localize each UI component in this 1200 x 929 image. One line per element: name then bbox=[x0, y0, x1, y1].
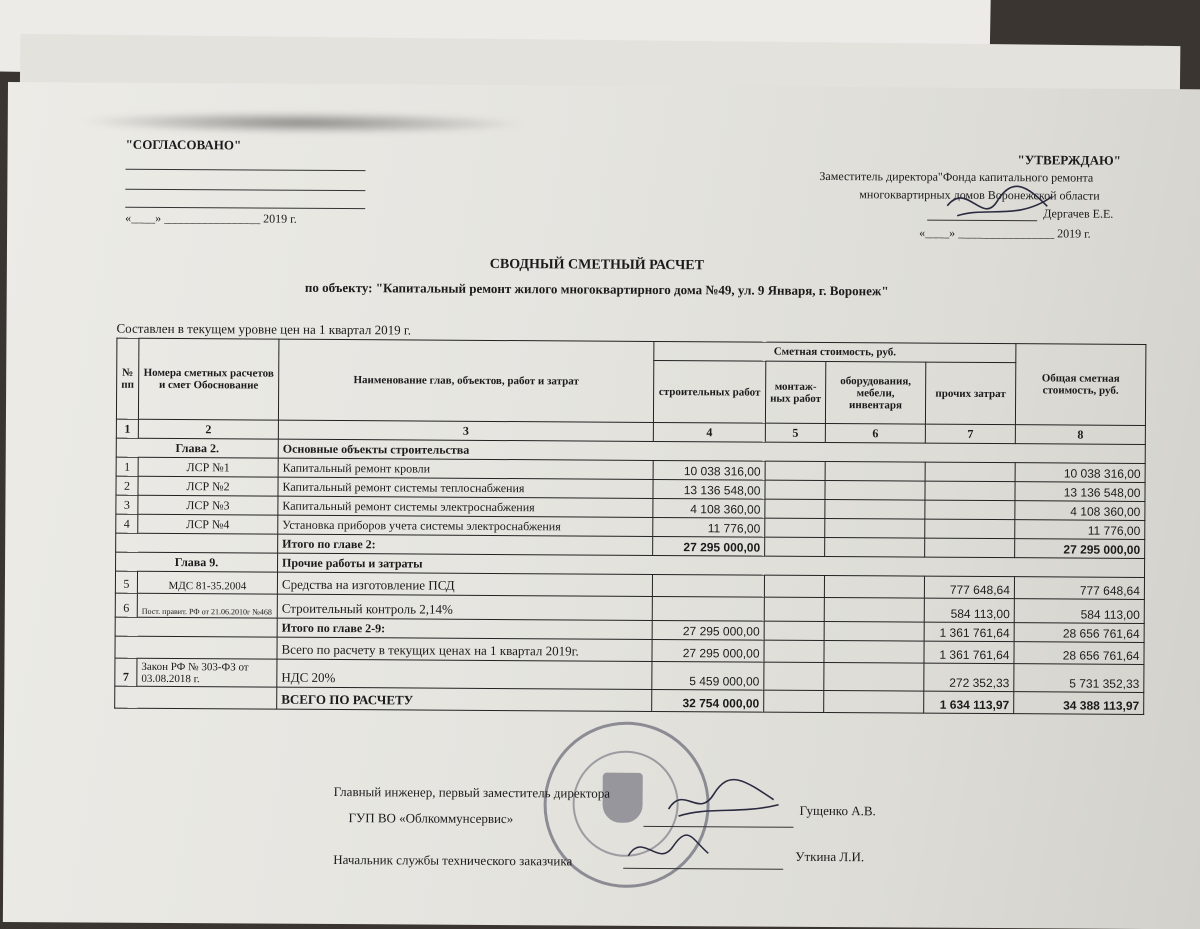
row-ref: ЛСР №4 bbox=[138, 514, 278, 534]
row-total: 5 731 352,33 bbox=[1014, 664, 1144, 693]
row-ref: ЛСР №1 bbox=[138, 457, 278, 477]
row-no: 6 bbox=[115, 593, 137, 617]
signer1-name: Гущенко А.В. bbox=[799, 802, 876, 819]
subtotal-total: 28 656 761,64 bbox=[1014, 642, 1144, 665]
row-ref: Закон РФ № 303-ФЗ от 03.08.2018 г. bbox=[137, 658, 277, 687]
chapter-ref: Глава 9. bbox=[116, 552, 278, 572]
chapter-ref: Глава 2. bbox=[116, 438, 278, 458]
row-name: Средства на изготовление ПСД bbox=[277, 572, 652, 596]
subtotal-other: 1 361 761,64 bbox=[924, 641, 1014, 664]
row-total: 777 648,64 bbox=[1014, 577, 1144, 600]
row-other: 272 352,33 bbox=[924, 663, 1014, 692]
subtotal-label: Итого по главе 2: bbox=[278, 534, 653, 555]
document-page bbox=[3, 82, 1200, 929]
header-equipment: оборудования, мебели, инвентаря bbox=[825, 362, 925, 425]
row-name: Установка приборов учета системы электроснабжения bbox=[278, 515, 653, 536]
subtotal-label: Итого по главе 2-9: bbox=[277, 618, 652, 639]
col-number: 8 bbox=[1015, 425, 1145, 445]
approval-right-date: «____» ________________ 2019 г. bbox=[919, 225, 1091, 241]
col-number: 6 bbox=[825, 423, 925, 443]
header-no: № пп bbox=[116, 338, 138, 419]
header-installation: монтаж-ных работ bbox=[765, 361, 825, 423]
approval-left-date: «____» ________________ 2019 г. bbox=[125, 210, 297, 226]
row-name: Капитальный ремонт кровли bbox=[278, 458, 653, 479]
row-ref: Пост. правит. РФ от 21.06.2010г №468 bbox=[137, 593, 277, 618]
approval-left-label: "СОГЛАСОВАНО" bbox=[125, 136, 242, 153]
row-construction: 13 136 548,00 bbox=[653, 479, 765, 499]
header-refs: Номера сметных расчетов и смет Обоснование bbox=[138, 338, 278, 420]
signer1-position: Главный инженер, первый заместитель директора bbox=[333, 784, 611, 801]
row-total: 4 108 360,00 bbox=[1015, 501, 1145, 521]
subtotal-construction: 27 295 000,00 bbox=[653, 536, 765, 556]
row-no: 2 bbox=[116, 476, 138, 495]
header-construction: строительных работ bbox=[653, 360, 765, 423]
signer2-position: Начальник службы технического заказчика bbox=[333, 852, 573, 869]
row-no: 1 bbox=[116, 457, 138, 476]
col-number: 7 bbox=[925, 424, 1015, 444]
subtotal-total: 27 295 000,00 bbox=[1015, 539, 1145, 559]
col-number: 3 bbox=[278, 420, 653, 441]
row-name: Строительный контроль 2,14% bbox=[277, 594, 652, 620]
row-other: 777 648,64 bbox=[924, 576, 1014, 599]
row-total: 13 136 548,00 bbox=[1015, 482, 1145, 502]
row-total: 584 113,00 bbox=[1014, 599, 1144, 624]
row-total: 10 038 316,00 bbox=[1015, 463, 1145, 483]
signature-line bbox=[125, 207, 365, 209]
subtotal-other: 1 361 761,64 bbox=[924, 622, 1014, 642]
row-no: 4 bbox=[116, 514, 138, 533]
grand-total-total: 34 388 113,97 bbox=[1014, 692, 1144, 715]
row-ref: МДС 81-35.2004 bbox=[137, 571, 277, 594]
approval-right-name: Дергачев Е.Е. bbox=[1043, 206, 1114, 221]
row-no: 7 bbox=[115, 658, 137, 686]
col-number: 5 bbox=[765, 423, 825, 442]
grand-total-label: ВСЕГО ПО РАСЧЕТУ bbox=[277, 687, 652, 711]
row-no: 5 bbox=[115, 571, 137, 593]
chapter-name: Прочие работы и затраты bbox=[278, 553, 1145, 577]
signature-line bbox=[125, 169, 365, 171]
subtotal-construction: 27 295 000,00 bbox=[652, 639, 764, 662]
document-title: СВОДНЫЙ СМЕТНЫЙ РАСЧЕТ bbox=[489, 256, 705, 274]
subtotal-label: Всего по расчету в текущих ценах на 1 квартал 2019г. bbox=[277, 637, 652, 661]
row-total: 11 776,00 bbox=[1015, 520, 1145, 540]
subtotal-construction: 27 295 000,00 bbox=[652, 620, 764, 640]
approval-right-label: "УТВЕРЖДАЮ" bbox=[1017, 152, 1121, 168]
approval-right-position-1: Заместитель директора"Фонда капитального ремонта bbox=[819, 168, 1094, 185]
header-other: прочих затрат bbox=[925, 362, 1015, 425]
signature-mark bbox=[623, 831, 713, 872]
header-name: Наименование глав, объектов, работ и затрат bbox=[278, 339, 653, 422]
redacted-smudge bbox=[78, 110, 528, 135]
approval-right-position-2: многоквартирных домов Воронежской области bbox=[859, 187, 1100, 203]
row-construction: 5 459 000,00 bbox=[652, 661, 764, 690]
table-header-row bbox=[117, 338, 1146, 363]
row-other: 584 113,00 bbox=[924, 598, 1014, 623]
estimate-table bbox=[114, 338, 1146, 715]
row-construction: 4 108 360,00 bbox=[653, 498, 765, 518]
row-ref: ЛСР №3 bbox=[138, 495, 278, 515]
row-no: 3 bbox=[116, 495, 138, 514]
signer2-name: Уткина Л.И. bbox=[795, 848, 865, 865]
header-total: Общая сметная стоимость, руб. bbox=[1015, 344, 1145, 426]
price-level-note: Составлен в текущем уровне цен на 1 квартал 2019 г. bbox=[116, 320, 412, 338]
signature-line bbox=[125, 189, 365, 191]
row-name: НДС 20% bbox=[277, 659, 652, 689]
row-construction: 10 038 316,00 bbox=[653, 460, 765, 480]
signature-mark bbox=[663, 774, 783, 825]
row-ref: ЛСР №2 bbox=[138, 476, 278, 496]
subtotal-total: 28 656 761,64 bbox=[1014, 623, 1144, 643]
row-name: Капитальный ремонт системы теплоснабжения bbox=[278, 477, 653, 498]
col-number: 1 bbox=[116, 419, 138, 438]
grand-total-other: 1 634 113,97 bbox=[924, 691, 1014, 714]
grand-total-construction: 32 754 000,00 bbox=[652, 689, 764, 712]
row-name: Капитальный ремонт системы электроснабжения bbox=[278, 496, 653, 517]
object-line: по объекту: "Капитальный ремонт жилого многоквартирного дома №49, ул. 9 Января, г. Воронеж" bbox=[304, 279, 889, 299]
col-number: 4 bbox=[653, 422, 765, 442]
col-number: 2 bbox=[138, 419, 278, 439]
signature-mark bbox=[937, 176, 1057, 227]
chapter-name: Основные объекты строительства bbox=[278, 439, 1145, 463]
header-cost-group: Сметная стоимость, руб. bbox=[654, 341, 1016, 362]
row-construction: 11 776,00 bbox=[653, 517, 765, 537]
signer1-org: ГУП ВО «Облкоммунсервис» bbox=[348, 810, 514, 827]
